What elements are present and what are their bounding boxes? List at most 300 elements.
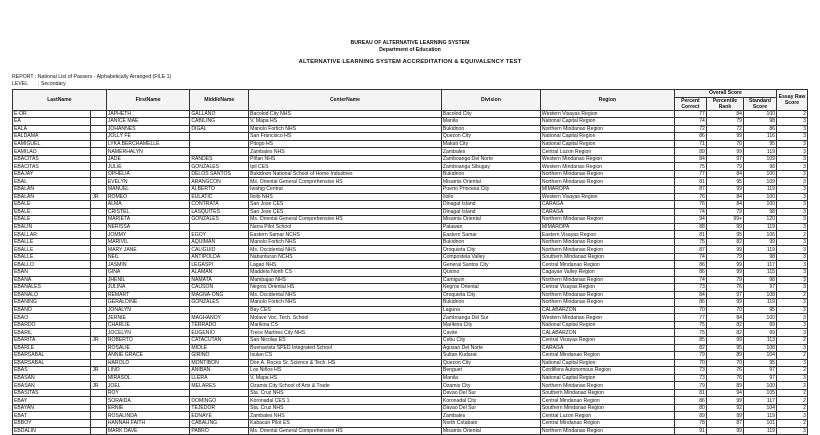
cell-essay-score: 3 xyxy=(776,314,807,322)
cell-firstname: JADE xyxy=(106,155,190,163)
cell-percentile-rank: 95 xyxy=(706,344,743,352)
cell-center: Manolo Fortich NHS xyxy=(249,238,442,246)
cell-percentile-rank: 84 xyxy=(706,201,743,209)
cell-percent-correct: 74 xyxy=(674,276,706,284)
cell-firstname: ALMA xyxy=(106,201,190,209)
cell-firstname: GERALDINE xyxy=(106,299,190,307)
cell-center: Zambales NHS xyxy=(249,148,442,156)
cell-lastname: EBDALIN xyxy=(13,427,91,435)
cell-percentile-rank: 99 xyxy=(706,269,743,277)
cell-essay-score: 2 xyxy=(776,397,807,405)
cell-middlename: CABILING xyxy=(190,118,249,126)
cell-essay-score: 3 xyxy=(776,170,807,178)
cell-firstname: JERNIE xyxy=(106,314,190,322)
cell-lastname: EAMILAO xyxy=(13,148,91,156)
table-row xyxy=(13,374,808,382)
cell-percent-correct: 74 xyxy=(674,253,706,261)
cell-region: Northern Mindanao Region xyxy=(540,276,674,284)
table-row xyxy=(13,231,808,239)
cell-center: Piñan NHS xyxy=(249,155,442,163)
table-row xyxy=(13,382,808,390)
cell-lastname: EBANING xyxy=(13,299,91,307)
cell-center: Isulan CS xyxy=(249,352,442,360)
cell-percentile-rank: 99 xyxy=(706,336,743,344)
cell-standard-score: 99 xyxy=(744,321,777,329)
cell-suffix xyxy=(91,397,106,405)
cell-percentile-rank: 99 xyxy=(706,412,743,420)
cell-region: Western Mindanao Region xyxy=(540,314,674,322)
cell-center: Zambales NHS xyxy=(249,412,442,420)
cell-center: Ms. Oriental General Comprehensive HS xyxy=(249,427,442,435)
cell-suffix xyxy=(91,178,106,186)
cell-essay-score: 3 xyxy=(776,374,807,382)
cell-percentile-rank: 79 xyxy=(706,208,743,216)
cell-percent-correct: 74 xyxy=(674,118,706,126)
cell-percent-correct: 70 xyxy=(674,359,706,367)
table-row xyxy=(13,329,808,337)
table-row xyxy=(13,321,808,329)
cell-region: National Capital Region xyxy=(540,359,674,367)
cell-region: MIMAROPA xyxy=(540,223,674,231)
cell-region: National Capital Region xyxy=(540,133,674,141)
header-row xyxy=(13,90,808,98)
cell-division: Palawan xyxy=(441,223,540,231)
cell-suffix xyxy=(91,261,106,269)
cell-division: Makati City xyxy=(441,140,540,148)
cell-lastname: EBBOY xyxy=(13,419,91,427)
cell-region: Northern Mindanao Region xyxy=(540,291,674,299)
cell-firstname: MARY JANE xyxy=(106,246,190,254)
table-row xyxy=(13,223,808,231)
cell-firstname: JOEL xyxy=(106,382,190,390)
cell-lastname: EBALIN xyxy=(13,223,91,231)
cell-suffix xyxy=(91,223,106,231)
cell-middlename: MIOLE xyxy=(190,344,249,352)
cell-suffix xyxy=(91,201,106,209)
report-line: REPORT : National List of Passers - Alphabetically Arranged (FILE 1) xyxy=(12,74,172,80)
org-title: BUREAU OF ALTERNATIVE LEARNING SYSTEM xyxy=(350,40,470,46)
cell-lastname: EBALAN xyxy=(13,193,91,201)
cell-suffix xyxy=(91,269,106,277)
cell-percentile-rank: 70 xyxy=(706,140,743,148)
cell-firstname: HANNAH FAITH xyxy=(106,419,190,427)
table-row xyxy=(13,246,808,254)
table-row xyxy=(13,178,808,186)
col-division: Division xyxy=(441,90,540,111)
cell-percentile-rank: 82 xyxy=(706,238,743,246)
cell-center: San Nicolas ES xyxy=(249,336,442,344)
cell-center: Ms. Occidental NHS xyxy=(249,246,442,254)
cell-percentile-rank: 76 xyxy=(706,374,743,382)
cell-lastname: EALDAMA xyxy=(13,133,91,141)
cell-lastname: EBARIL xyxy=(13,329,91,337)
department-title: Department of Education xyxy=(379,47,441,53)
cell-lastname: EBANALES xyxy=(13,284,91,292)
cell-suffix: JR xyxy=(91,193,106,201)
cell-percent-correct: 73 xyxy=(674,374,706,382)
cell-region: Western Mindanao Region xyxy=(540,163,674,171)
cell-division: Ozamis City xyxy=(441,382,540,390)
cell-percent-correct: 72 xyxy=(674,125,706,133)
cell-middlename xyxy=(190,306,249,314)
cell-standard-score: 115 xyxy=(744,269,777,277)
cell-lastname: EBACITAS xyxy=(13,163,91,171)
cell-region: CARAGA xyxy=(540,344,674,352)
cell-firstname: NAMERHALYN xyxy=(106,148,190,156)
cell-percent-correct: 81 xyxy=(674,178,706,186)
cell-firstname: ROSALIE xyxy=(106,344,190,352)
cell-firstname: MARK DAVE xyxy=(106,427,190,435)
cell-middlename: EULATIC xyxy=(190,193,249,201)
cell-firstname: MARIETA xyxy=(106,216,190,224)
cell-percent-correct: 70 xyxy=(674,306,706,314)
cell-essay-score: 3 xyxy=(776,133,807,141)
cell-percentile-rank: 89 xyxy=(706,382,743,390)
cell-center: Manolo Fortich NHS xyxy=(249,299,442,307)
cell-division: Bukidnon xyxy=(441,238,540,246)
cell-standard-score: 97 xyxy=(744,374,777,382)
cell-region: CALABARZON xyxy=(540,306,674,314)
cell-standard-score: 113 xyxy=(744,336,777,344)
cell-middlename xyxy=(190,140,249,148)
cell-percent-correct: 91 xyxy=(674,427,706,435)
cell-division: Misamis Oriental xyxy=(441,178,540,186)
cell-lastname: EBALLE xyxy=(13,253,91,261)
cell-region: CARAGA xyxy=(540,201,674,209)
cell-division: Cebu City xyxy=(441,336,540,344)
cell-center: Negros Oriental HS xyxy=(249,284,442,292)
cell-percent-correct: 82 xyxy=(674,344,706,352)
cell-lastname: EBACITAS xyxy=(13,155,91,163)
cell-center: San Jose CES xyxy=(249,201,442,209)
cell-standard-score: 117 xyxy=(744,261,777,269)
cell-firstname: CHARLIE xyxy=(106,321,190,329)
cell-suffix xyxy=(91,329,106,337)
cell-firstname: SORAIDA xyxy=(106,397,190,405)
cell-division: Dinagat Island xyxy=(441,201,540,209)
cell-percent-correct: 77 xyxy=(674,314,706,322)
cell-lastname: EBANO xyxy=(13,306,91,314)
cell-percent-correct: 81 xyxy=(674,389,706,397)
cell-lastname: EBAS xyxy=(13,367,91,375)
cell-suffix xyxy=(91,253,106,261)
cell-center: Iwahig Central xyxy=(249,186,442,194)
cell-middlename: LASQUITES xyxy=(190,208,249,216)
cell-middlename: MAGNA-ONG xyxy=(190,291,249,299)
cell-percentile-rank: 99 xyxy=(706,223,743,231)
cell-essay-score: 3 xyxy=(776,344,807,352)
cell-percentile-rank: 84 xyxy=(706,110,743,118)
cell-lastname: EBASAN xyxy=(13,382,91,390)
cell-center: V. Mapa HS xyxy=(249,374,442,382)
cell-region: Western Mindanao Region xyxy=(540,155,674,163)
cell-suffix xyxy=(91,216,106,224)
cell-lastname: EBANA xyxy=(13,276,91,284)
cell-middlename: DOMINGO xyxy=(190,397,249,405)
cell-percentile-rank: 70 xyxy=(706,306,743,314)
cell-division: General Santos City xyxy=(441,261,540,269)
cell-division: Benguet xyxy=(441,367,540,375)
cell-percentile-rank: 84 xyxy=(706,170,743,178)
cell-suffix xyxy=(91,238,106,246)
cell-percentile-rank: 79 xyxy=(706,253,743,261)
table-row xyxy=(13,148,808,156)
cell-standard-score: 97 xyxy=(744,284,777,292)
cell-essay-score: 2 xyxy=(776,110,807,118)
cell-essay-score: 2 xyxy=(776,336,807,344)
cell-essay-score: 3 xyxy=(776,269,807,277)
cell-region: CARAGA xyxy=(540,208,674,216)
cell-essay-score: 3 xyxy=(776,223,807,231)
cell-percent-correct: 75 xyxy=(674,238,706,246)
cell-suffix xyxy=(91,140,106,148)
cell-lastname: EBAN xyxy=(13,269,91,277)
cell-suffix xyxy=(91,148,106,156)
cell-percent-correct: 88 xyxy=(674,223,706,231)
cell-division: Manila xyxy=(441,118,540,126)
cell-firstname: JOMMY xyxy=(106,231,190,239)
table-row xyxy=(13,344,808,352)
cell-division: Bacolod City xyxy=(441,110,540,118)
cell-middlename: CATACUTAN xyxy=(190,336,249,344)
cell-center: Iloilo NHS xyxy=(249,193,442,201)
cell-region: Northern Mindanao Region xyxy=(540,216,674,224)
table-row xyxy=(13,238,808,246)
cell-middlename: EDNAYE xyxy=(190,412,249,420)
cell-essay-score: 3 xyxy=(776,253,807,261)
cell-center: Bay CES xyxy=(249,306,442,314)
cell-division: Bukidnon xyxy=(441,299,540,307)
cell-firstname: ANNIE GRACE xyxy=(106,352,190,360)
cell-suffix xyxy=(91,299,106,307)
cell-essay-score: 3 xyxy=(776,178,807,186)
cell-lastname: EBALLE xyxy=(13,238,91,246)
cell-essay-score: 3 xyxy=(776,427,807,435)
cell-lastname: EBAJAY xyxy=(13,170,91,178)
cell-percentile-rank: 87 xyxy=(706,419,743,427)
cell-region: Central Luzon Region xyxy=(540,412,674,420)
cell-center: Mambajao NHS xyxy=(249,276,442,284)
cell-division: Eastern Samar xyxy=(441,231,540,239)
cell-center: Molave Voc. Tech. School xyxy=(249,314,442,322)
cell-percent-correct: 78 xyxy=(674,419,706,427)
cell-region: Central Mindanao Region xyxy=(540,397,674,405)
cell-standard-score: 120 xyxy=(744,216,777,224)
cell-lastname: EBAO xyxy=(13,314,91,322)
cell-standard-score: 109 xyxy=(744,155,777,163)
cell-firstname: JANICE MAE xyxy=(106,118,190,126)
cell-suffix: JR xyxy=(91,382,106,390)
cell-center: Don A. Roces Sr. Science & Tech. HS xyxy=(249,359,442,367)
cell-center: V. Mapa HS xyxy=(249,118,442,126)
cell-percentile-rank: 99 xyxy=(706,299,743,307)
cell-suffix xyxy=(91,427,106,435)
cell-suffix xyxy=(91,404,106,412)
cell-percent-correct: 84 xyxy=(674,291,706,299)
cell-middlename: CABALING xyxy=(190,419,249,427)
table-row xyxy=(13,118,808,126)
cell-middlename xyxy=(190,148,249,156)
level-label: LEVEL xyxy=(12,81,29,87)
cell-standard-score: 99 xyxy=(744,238,777,246)
cell-region: Central Visayas Region xyxy=(540,336,674,344)
cell-firstname: LINO xyxy=(106,367,190,375)
table-row xyxy=(13,397,808,405)
cell-division: Oroquieta City xyxy=(441,291,540,299)
cell-center: Koronadal CES 1 xyxy=(249,397,442,405)
cell-middlename: MONTIBON xyxy=(190,359,249,367)
cell-center: Narra Pilot School xyxy=(249,223,442,231)
cell-essay-score: 2 xyxy=(776,389,807,397)
cell-division: Quirino xyxy=(441,269,540,277)
level-line xyxy=(12,81,66,88)
cell-division: Puerto Princesa City xyxy=(441,186,540,194)
cell-division: Zamboanga Sibugay xyxy=(441,163,540,171)
cell-lastname: EBAL xyxy=(13,178,91,186)
cell-middlename: CALIGUID xyxy=(190,246,249,254)
cell-standard-score: 119 xyxy=(744,223,777,231)
cell-standard-score: 119 xyxy=(744,246,777,254)
cell-lastname: EBALLO xyxy=(13,261,91,269)
cell-region: CALABARZON xyxy=(540,329,674,337)
col-percent-correct: Percent Correct xyxy=(674,97,706,110)
table-row xyxy=(13,253,808,261)
cell-division: Agusan Del Norte xyxy=(441,344,540,352)
table-row xyxy=(13,276,808,284)
cell-percent-correct: 85 xyxy=(674,336,706,344)
cell-region: Northern Mindanao Region xyxy=(540,382,674,390)
cell-center: Buenavista SPED Integrated School xyxy=(249,344,442,352)
cell-firstname: JULIE xyxy=(106,163,190,171)
col-middlename: MiddleName xyxy=(190,90,249,111)
cell-lastname: EBARLE xyxy=(13,344,91,352)
cell-region: Central Mindanao Region xyxy=(540,419,674,427)
cell-lastname: EBASAN xyxy=(13,374,91,382)
cell-standard-score: 119 xyxy=(744,427,777,435)
cell-percent-correct: 86 xyxy=(674,397,706,405)
cell-middlename: ALBERTO xyxy=(190,186,249,194)
cell-division: Quezon City xyxy=(441,359,540,367)
cell-firstname: JOCELYN xyxy=(106,329,190,337)
cell-firstname: LYKA BERCHAMELLE xyxy=(106,140,190,148)
cell-middlename: EGOY xyxy=(190,231,249,239)
cell-center: Los Niños HS xyxy=(249,367,442,375)
cell-region: National Capital Region xyxy=(540,118,674,126)
cell-suffix xyxy=(91,284,106,292)
cell-region: National Capital Region xyxy=(540,140,674,148)
cell-region: Northern Mindanao Region xyxy=(540,125,674,133)
cell-percent-correct: 73 xyxy=(674,284,706,292)
table-row xyxy=(13,367,808,375)
cell-suffix xyxy=(91,359,106,367)
cell-percentile-rank: 95 xyxy=(706,178,743,186)
cell-region: Southern Mindanao Region xyxy=(540,253,674,261)
cell-percentile-rank: 99 xyxy=(706,148,743,156)
cell-region: Central Visayas Region xyxy=(540,284,674,292)
cell-firstname: REMART xyxy=(106,291,190,299)
cell-middlename: ANIBAN xyxy=(190,367,249,375)
cell-suffix: JR xyxy=(91,336,106,344)
cell-percentile-rank: 79 xyxy=(706,118,743,126)
passers-table xyxy=(12,89,808,435)
cell-division: Iloilo xyxy=(441,193,540,201)
cell-region: Northern Mindanao Region xyxy=(540,170,674,178)
cell-essay-score: 2 xyxy=(776,367,807,375)
cell-firstname: CRISTEL xyxy=(106,208,190,216)
cell-percentile-rank: 92 xyxy=(706,404,743,412)
cell-essay-score: 3 xyxy=(776,186,807,194)
cell-region: Northern Mindanao Region xyxy=(540,246,674,254)
cell-percent-correct: 86 xyxy=(674,299,706,307)
cell-standard-score: 100 xyxy=(744,110,777,118)
table-row xyxy=(13,419,808,427)
cell-middlename: ALAMAN xyxy=(190,269,249,277)
cell-firstname: OPHELIA xyxy=(106,170,190,178)
cell-middlename: CONTRATA xyxy=(190,201,249,209)
col-percentile-rank: Percentile Rank xyxy=(706,97,743,110)
cell-region: Western Visayas Region xyxy=(540,110,674,118)
col-lastname: LastName xyxy=(13,90,107,111)
cell-standard-score: 100 xyxy=(744,170,777,178)
table-row xyxy=(13,208,808,216)
cell-center: Lagao NHS xyxy=(249,261,442,269)
cell-essay-score: 3 xyxy=(776,193,807,201)
cell-region: Northern Mindanao Region xyxy=(540,238,674,246)
level-value: : Secondary xyxy=(38,81,66,87)
cell-middlename: AQUIMAN xyxy=(190,238,249,246)
table-row xyxy=(13,186,808,194)
col-standard-score: Standard Score xyxy=(744,97,777,110)
cell-region: MIMAROPA xyxy=(540,186,674,194)
cell-lastname: EBALE xyxy=(13,216,91,224)
table-row xyxy=(13,291,808,299)
cell-center: Sta. Cruz NHS xyxy=(249,389,442,397)
cell-middlename: TEJEDOR xyxy=(190,404,249,412)
cell-lastname: EBARDO xyxy=(13,321,91,329)
cell-division: Koronadal City xyxy=(441,397,540,405)
cell-center: Nabunturan NCHS xyxy=(249,253,442,261)
cell-suffix xyxy=(91,186,106,194)
cell-division: Zambales xyxy=(441,148,540,156)
cell-middlename: DIGAL xyxy=(190,125,249,133)
cell-firstname: ROMEO xyxy=(106,193,190,201)
cell-lastname: EAMIGUEL xyxy=(13,140,91,148)
cell-standard-score: 100 xyxy=(744,193,777,201)
cell-standard-score: 105 xyxy=(744,389,777,397)
cell-essay-score: 3 xyxy=(776,359,807,367)
cell-standard-score: 119 xyxy=(744,299,777,307)
cell-essay-score: 3 xyxy=(776,118,807,126)
cell-percentile-rank: 89 xyxy=(706,352,743,360)
cell-region: National Capital Region xyxy=(540,374,674,382)
table-row xyxy=(13,163,808,171)
cell-middlename: GONZALES xyxy=(190,163,249,171)
cell-region: Southern Mindanao Region xyxy=(540,389,674,397)
cell-division: Marikina City xyxy=(441,321,540,329)
table-row xyxy=(13,133,808,141)
cell-middlename: MELARES xyxy=(190,382,249,390)
cell-percent-correct: 81 xyxy=(674,231,706,239)
cell-percent-correct: 87 xyxy=(674,246,706,254)
cell-suffix xyxy=(91,133,106,141)
cell-percent-correct: 76 xyxy=(674,193,706,201)
cell-middlename: ARANGCON xyxy=(190,178,249,186)
cell-firstname: JONALYN xyxy=(106,306,190,314)
cell-lastname: EBALE xyxy=(13,201,91,209)
cell-percent-correct: 74 xyxy=(674,208,706,216)
cell-standard-score: 98 xyxy=(744,208,777,216)
cell-essay-score: 3 xyxy=(776,412,807,420)
